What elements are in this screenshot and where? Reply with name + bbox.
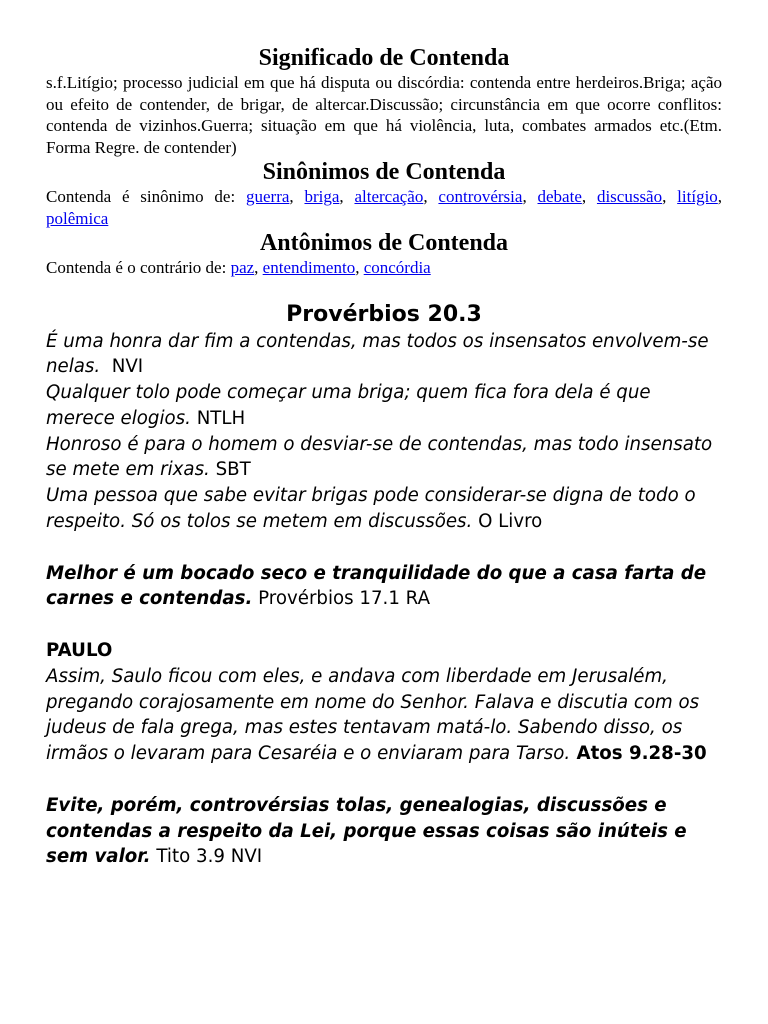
version-ref: NTLH — [190, 407, 246, 429]
sinonimos-intro: Contenda é sinônimo de: — [46, 187, 246, 206]
proverbios-17-block — [46, 561, 722, 613]
significado-definition: s.f.Litígio; processo judicial em que há disputa ou discórdia: contenda entre herdeiros.Briga; ação ou efeito de contender, de brigar, de altercar.Discussão; circunstância em que ocorre conflitos: contenda de vizinhos.Guerra; situação em que há violência, luta, combates armados etc.(Etm. Forma Regre. de contender) — [46, 73, 722, 157]
sinonimos-title: Sinônimos de Contenda — [262, 159, 506, 185]
verse-text: É uma honra dar fim a contendas, mas todos os insensatos envolvem-se nelas. — [46, 330, 709, 378]
link-litigio[interactable]: litígio — [677, 187, 718, 206]
tito-block — [46, 793, 722, 870]
sinonimos-list: Contenda é sinônimo de: guerra, briga, altercação, controvérsia, debate, discussão, litígio, polêmica — [46, 187, 723, 228]
version-ref: SBT — [209, 459, 251, 481]
version-nvi — [46, 329, 722, 381]
proverbios-versions — [46, 329, 722, 535]
verse-text: Evite, porém, controvérsias tolas, genealogias, discussões e contendas a respeito da Lei, porque essas coisas são inúteis e sem valor. — [46, 794, 687, 868]
verse-ref: Atos 9.28-30 — [570, 743, 707, 765]
verse-ref: Provérbios 17.1 RA — [252, 588, 431, 610]
verse-text: Uma pessoa que sabe evitar brigas pode considerar-se digna de todo o respeito. Só os tolos se metem em discussões. — [46, 485, 696, 533]
antonimos-list: Contenda é o contrário de: paz, entendimento, concórdia — [46, 258, 431, 277]
paulo-block — [46, 638, 722, 767]
antonimos-intro: Contenda é o contrário de: — [46, 258, 231, 277]
antonimos-title: Antônimos de Contenda — [259, 230, 509, 256]
version-ntlh — [46, 380, 722, 432]
link-entendimento[interactable]: entendimento — [262, 258, 356, 277]
verse-text: Assim, Saulo ficou com eles, e andava com liberdade em Jerusalém, pregando corajosamente em nome do Senhor. Falava e discutia com os judeus de fala grega, mas estes tentavam matá-lo. Sabendo disso, os irmãos o levaram para Cesaréia e o enviaram para Tarso. — [46, 665, 700, 765]
link-concordia[interactable]: concórdia — [363, 258, 431, 277]
version-sbt — [46, 432, 722, 484]
link-altercacao[interactable]: altercação — [354, 187, 424, 206]
paulo-heading: PAULO — [46, 640, 113, 662]
version-o-livro — [46, 483, 722, 535]
link-debate[interactable]: debate — [537, 187, 582, 206]
version-ref: NVI — [100, 356, 144, 378]
link-controversia[interactable]: controvérsia — [438, 187, 523, 206]
verse-text: Qualquer tolo pode começar uma briga; quem fica fora dela é que merece elogios. — [46, 382, 651, 429]
link-discussao[interactable]: discussão — [596, 187, 663, 206]
link-paz[interactable]: paz — [230, 258, 255, 277]
verse-ref: Tito 3.9 NVI — [150, 846, 263, 868]
version-ref: O Livro — [472, 511, 543, 533]
verse-text: Honroso é para o homem o desviar-se de contendas, mas todo insensato se mete em rixas. — [46, 433, 713, 481]
link-polemica[interactable]: polêmica — [46, 208, 109, 228]
document-page — [46, 44, 722, 870]
significado-title: Significado de Contenda — [258, 45, 510, 71]
verse-text: Melhor é um bocado seco e tranquilidade do que a casa farta de carnes e contendas. — [46, 562, 707, 610]
proverbios-title: Provérbios 20.3 — [286, 301, 482, 327]
link-briga[interactable]: briga — [304, 187, 340, 206]
link-guerra[interactable]: guerra — [245, 187, 290, 206]
